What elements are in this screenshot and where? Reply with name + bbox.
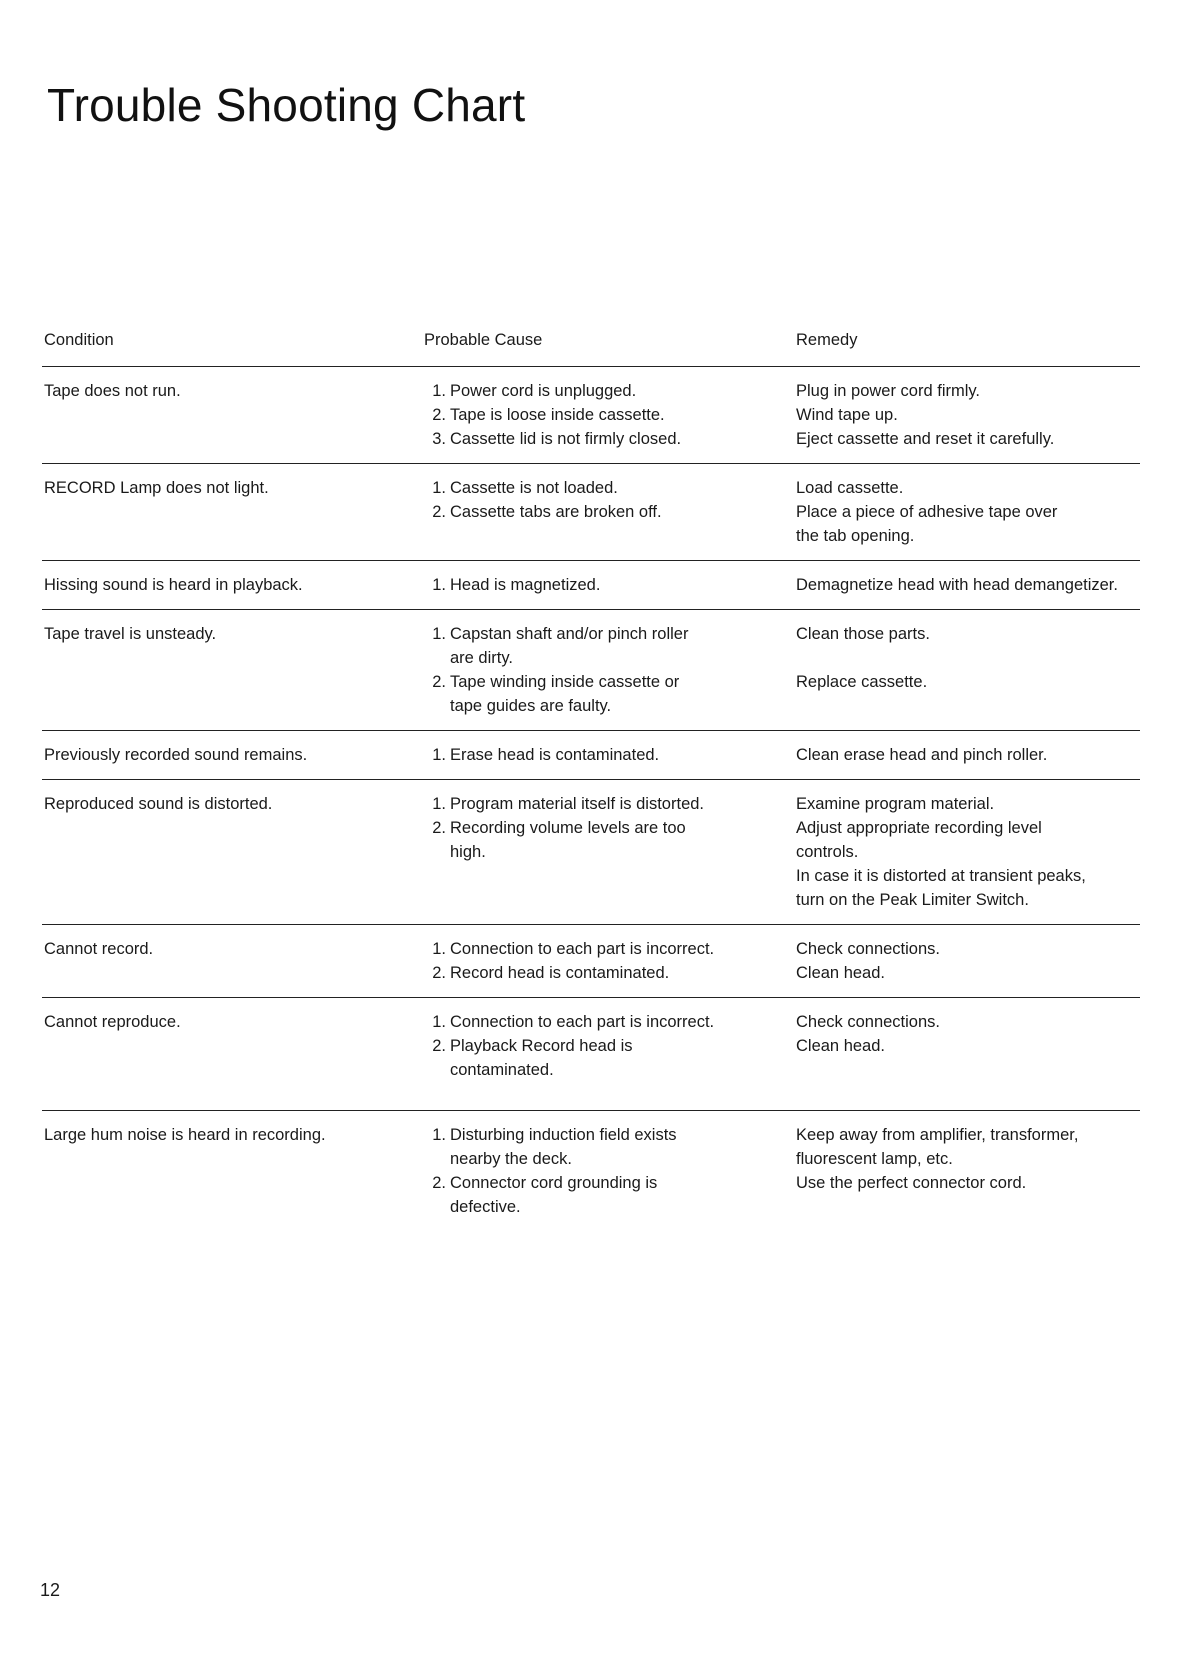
cause-line	[424, 840, 796, 864]
cause-line	[424, 816, 796, 840]
cause-line	[424, 694, 796, 718]
remedy-line: Eject cassette and reset it carefully.	[796, 430, 1055, 448]
probable-cause-cell	[424, 1010, 796, 1082]
cause-line	[424, 1195, 796, 1219]
remedy-line: Load cassette.	[796, 479, 904, 497]
cause-line	[424, 743, 796, 767]
remedy-line: turn on the Peak Limiter Switch.	[796, 891, 1029, 909]
condition-cell: Tape travel is unsteady.	[44, 625, 217, 643]
cause-line	[424, 961, 796, 985]
table-body	[42, 367, 1140, 1231]
remedy-line: Clean head.	[796, 964, 885, 982]
page-title: Trouble Shooting Chart	[47, 79, 526, 131]
cause-line	[424, 476, 796, 500]
remedy-line: controls.	[796, 843, 859, 861]
header-probable-cause: Probable Cause	[424, 331, 543, 349]
remedy-line: Adjust appropriate recording level	[796, 819, 1042, 837]
cause-text: Recording volume levels are too	[450, 819, 686, 837]
cause-line	[424, 646, 796, 670]
probable-cause-cell	[424, 937, 796, 985]
cause-line	[424, 937, 796, 961]
remedy-line: Demagnetize head with head demangetizer.	[796, 576, 1118, 594]
cause-number	[424, 1058, 450, 1082]
cause-line	[424, 1123, 796, 1147]
remedy-line: Check connections.	[796, 1013, 940, 1031]
cause-line	[424, 500, 796, 524]
cause-text: high.	[450, 843, 486, 861]
remedy-cell	[796, 379, 1140, 451]
cause-number: 2.	[432, 819, 446, 837]
remedy-line: Keep away from amplifier, transformer,	[796, 1126, 1079, 1144]
cause-text: defective.	[450, 1198, 521, 1216]
table-row	[42, 998, 1140, 1111]
remedy-cell	[796, 1010, 1140, 1082]
table-row	[42, 731, 1140, 780]
table-row	[42, 561, 1140, 610]
cause-text: Head is magnetized.	[450, 576, 601, 594]
cause-number: 2.	[432, 503, 446, 521]
cause-number: 2.	[432, 673, 446, 691]
cause-number: 2.	[432, 1037, 446, 1055]
trouble-shooting-table	[42, 328, 1140, 1231]
cause-text: Connection to each part is incorrect.	[450, 1013, 715, 1031]
remedy-line: fluorescent lamp, etc.	[796, 1150, 953, 1168]
cause-line	[424, 670, 796, 694]
cause-number	[424, 646, 450, 670]
cause-text: Cassette lid is not firmly closed.	[450, 430, 682, 448]
cause-number	[424, 1147, 450, 1171]
condition-cell: Reproduced sound is distorted.	[44, 795, 273, 813]
table-row	[42, 1111, 1140, 1231]
table-row	[42, 464, 1140, 561]
condition-cell: Cannot record.	[44, 940, 154, 958]
cause-number: 2.	[432, 1174, 446, 1192]
remedy-cell	[796, 792, 1140, 912]
cause-text: Tape winding inside cassette or	[450, 673, 680, 691]
cause-text: nearby the deck.	[450, 1150, 572, 1168]
cause-line	[424, 1171, 796, 1195]
cause-number: 1.	[432, 940, 446, 958]
cause-text: Record head is contaminated.	[450, 964, 670, 982]
cause-number: 1.	[432, 479, 446, 497]
header-remedy: Remedy	[796, 331, 858, 349]
condition-cell: RECORD Lamp does not light.	[44, 479, 269, 497]
cause-number	[424, 840, 450, 864]
cause-line	[424, 1010, 796, 1034]
probable-cause-cell	[424, 622, 796, 718]
cause-line	[424, 622, 796, 646]
cause-line	[424, 1147, 796, 1171]
cause-text: Cassette tabs are broken off.	[450, 503, 662, 521]
probable-cause-cell	[424, 573, 796, 597]
table-row	[42, 610, 1140, 731]
cause-number: 1.	[432, 1013, 446, 1031]
table-row	[42, 925, 1140, 998]
remedy-cell	[796, 743, 1140, 767]
cause-number: 1.	[432, 795, 446, 813]
condition-cell: Hissing sound is heard in playback.	[44, 576, 303, 594]
remedy-line: Use the perfect connector cord.	[796, 1174, 1027, 1192]
cause-number	[424, 694, 450, 718]
remedy-cell	[796, 1123, 1140, 1219]
cause-number: 1.	[432, 746, 446, 764]
cause-text: contaminated.	[450, 1061, 554, 1079]
cause-text: Power cord is unplugged.	[450, 382, 637, 400]
remedy-line: Plug in power cord firmly.	[796, 382, 981, 400]
condition-cell: Previously recorded sound remains.	[44, 746, 308, 764]
cause-text: Playback Record head is	[450, 1037, 633, 1055]
probable-cause-cell	[424, 792, 796, 912]
remedy-line: Clean those parts.	[796, 625, 930, 643]
remedy-line	[796, 646, 1140, 670]
header-condition: Condition	[44, 331, 114, 349]
cause-number: 3.	[432, 430, 446, 448]
remedy-cell	[796, 476, 1140, 548]
cause-text: Tape is loose inside cassette.	[450, 406, 665, 424]
condition-cell: Tape does not run.	[44, 382, 181, 400]
cause-text: Capstan shaft and/or pinch roller	[450, 625, 689, 643]
condition-cell: Large hum noise is heard in recording.	[44, 1126, 326, 1144]
cause-number: 2.	[432, 964, 446, 982]
remedy-line: In case it is distorted at transient peaks,	[796, 867, 1086, 885]
remedy-cell	[796, 622, 1140, 718]
remedy-line: Replace cassette.	[796, 673, 928, 691]
probable-cause-cell	[424, 379, 796, 451]
remedy-cell	[796, 937, 1140, 985]
remedy-cell	[796, 573, 1140, 597]
remedy-line: Clean erase head and pinch roller.	[796, 746, 1048, 764]
table-row	[42, 780, 1140, 925]
cause-text: Connector cord grounding is	[450, 1174, 658, 1192]
table-header-row	[42, 328, 1140, 367]
cause-line	[424, 573, 796, 597]
remedy-line: Wind tape up.	[796, 406, 898, 424]
cause-line	[424, 1034, 796, 1058]
probable-cause-cell	[424, 1123, 796, 1219]
condition-cell: Cannot reproduce.	[44, 1013, 181, 1031]
probable-cause-cell	[424, 476, 796, 548]
table-row	[42, 367, 1140, 464]
cause-line	[424, 792, 796, 816]
remedy-line: Clean head.	[796, 1037, 885, 1055]
cause-number: 2.	[432, 406, 446, 424]
probable-cause-cell	[424, 743, 796, 767]
remedy-line: Check connections.	[796, 940, 940, 958]
cause-number: 1.	[432, 382, 446, 400]
cause-text: Cassette is not loaded.	[450, 479, 618, 497]
cause-text: Program material itself is distorted.	[450, 795, 705, 813]
remedy-line: Examine program material.	[796, 795, 995, 813]
cause-number: 1.	[432, 576, 446, 594]
cause-text: tape guides are faulty.	[450, 697, 612, 715]
cause-line	[424, 403, 796, 427]
cause-text: Connection to each part is incorrect.	[450, 940, 715, 958]
remedy-line: Place a piece of adhesive tape over	[796, 503, 1058, 521]
cause-number	[424, 1195, 450, 1219]
cause-text: Disturbing induction field exists	[450, 1126, 677, 1144]
remedy-line: the tab opening.	[796, 527, 915, 545]
cause-text: are dirty.	[450, 649, 513, 667]
cause-line	[424, 379, 796, 403]
page-number: 12	[40, 1580, 61, 1600]
cause-number: 1.	[432, 1126, 446, 1144]
cause-number: 1.	[432, 625, 446, 643]
cause-line	[424, 1058, 796, 1082]
cause-text: Erase head is contaminated.	[450, 746, 660, 764]
cause-line	[424, 427, 796, 451]
